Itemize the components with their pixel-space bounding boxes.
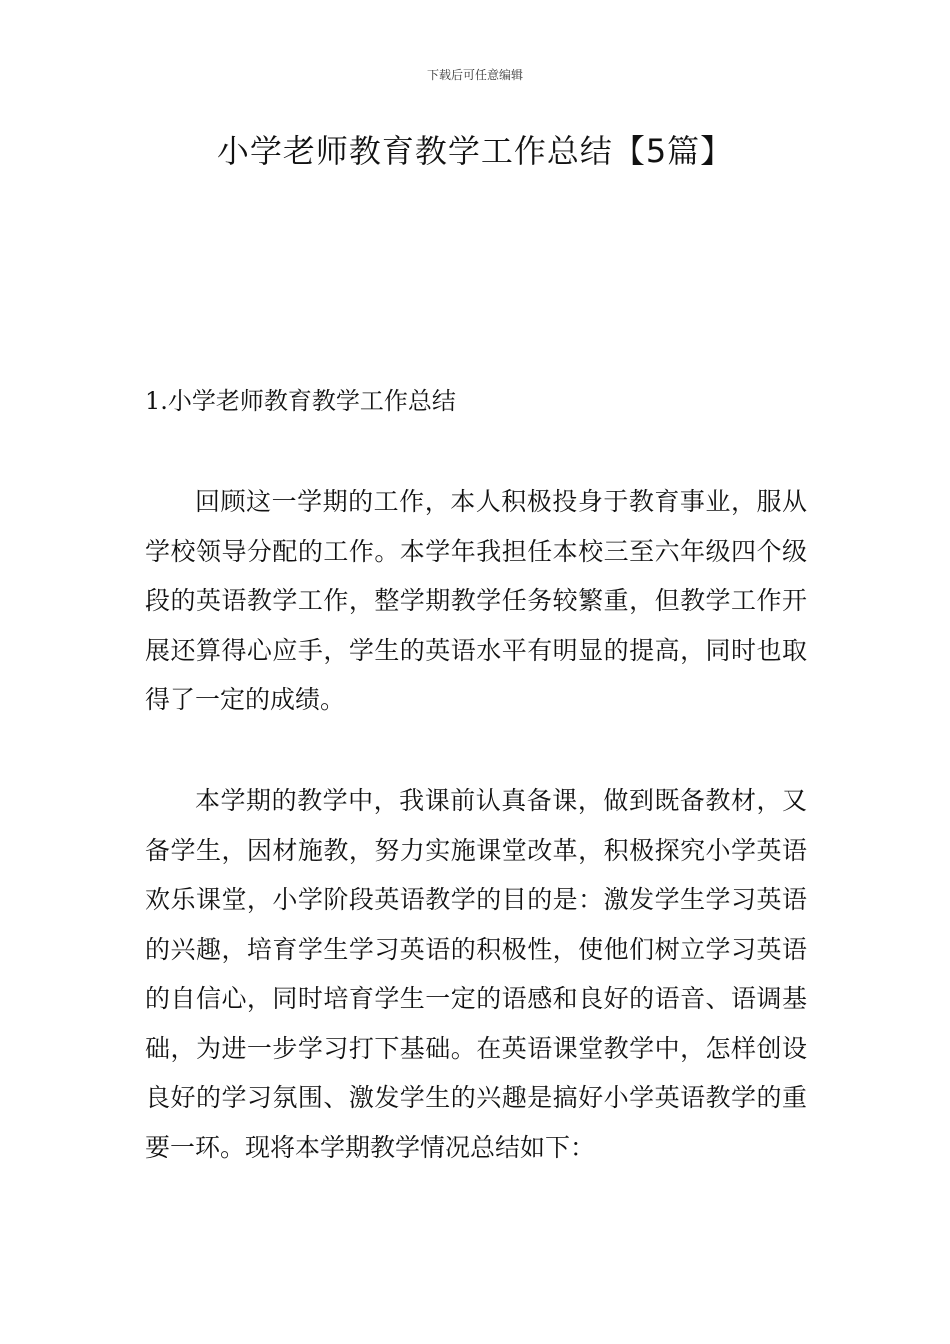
body-paragraph-2: 本学期的教学中，我课前认真备课，做到既备教材，又备学生，因材施教，努力实施课堂改革，积极探究小学英语欢乐课堂，小学阶段英语教学的目的是：激发学生学习英语的兴趣，培育学生学习英语的积极性，使他们树立学习英语的自信心，同时培育学生一定的语感和良好的语音、语调基础，为进一步学习打下基础。在英语课堂教学中，怎样创设良好的学习氛围、激发学生的兴趣是搞好小学英语教学的重要一环。现将本学期教学情况总结如下：	[145, 786, 807, 1162]
document-title: 小学老师教育教学工作总结【5篇】	[216, 132, 734, 170]
section-heading: 1.小学老师教育教学工作总结	[145, 387, 456, 415]
body-paragraph-1: 回顾这一学期的工作，本人积极投身于教育事业，服从学校领导分配的工作。本学年我担任本校三至六年级四个级段的英语教学工作，整学期教学任务较繁重，但教学工作开展还算得心应手，学生的英语水平有明显的提高，同时也取得了一定的成绩。	[145, 487, 807, 714]
header-note: 下载后可任意编辑	[426, 68, 523, 82]
